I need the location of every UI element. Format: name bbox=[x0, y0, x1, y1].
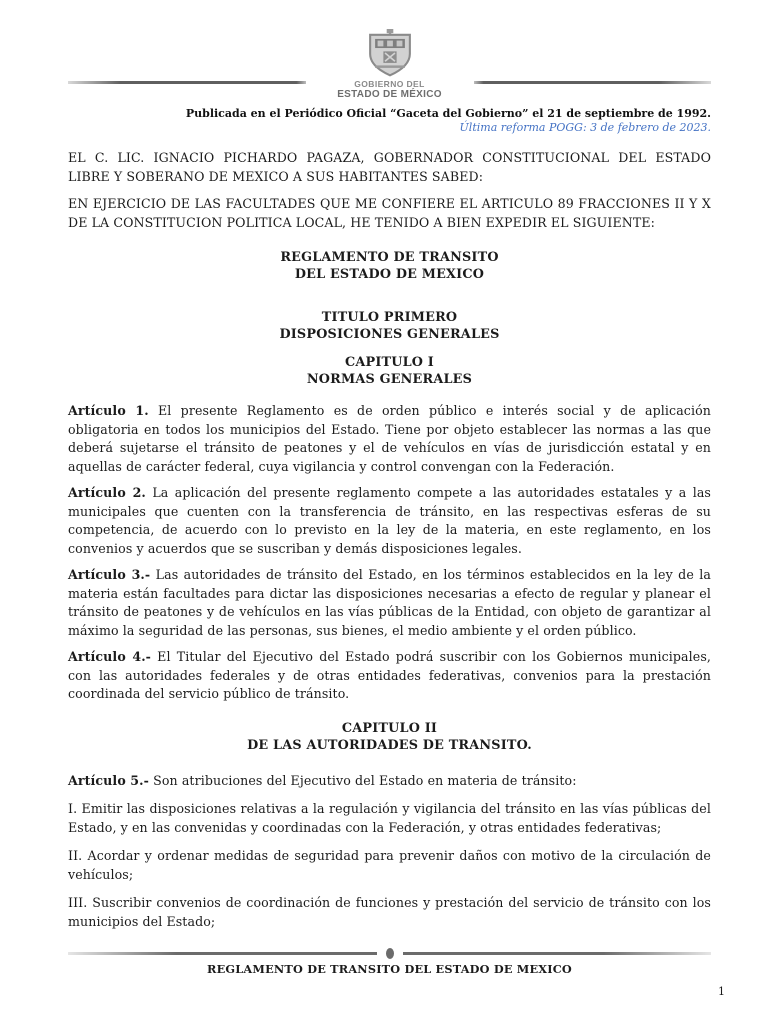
article-2-text: La aplicación del presente reglamento compete a las autoridades estatales y a las municipales que cuenten con la transferencia de tránsito, en las respectivas esferas de su competencia, de acuerdo con lo previsto en la ley de la materia, en este reglamento, en los convenios y acuerdos que se suscriban y demás disposiciones legales. bbox=[68, 485, 711, 556]
article-1-text: El presente Reglamento es de orden público e interés social y de aplicación obligatoria en todos los municipios del Estado. Tiene por objeto establecer las normas a las que deberá sujetarse el tránsito de peatones y el de vehículos en vías de jurisdicción estatal y en aquellas de carácter federal, cuya vigilancia y control convengan con la Federación. bbox=[68, 403, 711, 474]
document-header bbox=[68, 16, 711, 100]
footer-rule bbox=[68, 948, 711, 959]
footer-title: REGLAMENTO DE TRANSITO DEL ESTADO DE MEXICO bbox=[207, 962, 572, 976]
header-rule-left bbox=[68, 81, 306, 84]
capitulo-1-heading bbox=[68, 354, 711, 388]
footer-rule-right bbox=[403, 952, 712, 955]
article-1-label: Artículo 1. bbox=[68, 403, 149, 418]
footer-dot-icon bbox=[386, 948, 394, 959]
capitulo-1-line1: CAPITULO I bbox=[345, 355, 434, 370]
article-4-text: El Titular del Ejecutivo del Estado podrá suscribir con los Gobiernos municipales, con las autoridades federales y de otras entidades federativas, convenios para la prestación coordinada del servicio público de tránsito. bbox=[68, 649, 711, 701]
published-line: Publicada en el Periódico Oficial “Gaceta del Gobierno” el 21 de septiembre de 1992. bbox=[185, 107, 711, 120]
document-footer bbox=[68, 948, 725, 998]
header-rule-right bbox=[474, 81, 712, 84]
article-3 bbox=[68, 566, 711, 640]
article-2 bbox=[68, 484, 711, 558]
article-3-label: Artículo 3.- bbox=[68, 567, 151, 582]
article-5 bbox=[68, 772, 711, 791]
article-5-label: Artículo 5.- bbox=[68, 772, 149, 788]
article-4-label: Artículo 4.- bbox=[68, 649, 152, 664]
publication-block bbox=[68, 107, 711, 135]
fraction-i: I. Emitir las disposiciones relativas a la regulación y vigilancia del tránsito en las vías públicas del Estado, y en las convenidas y coordinadas con la Federación, y otras entidades federativas; bbox=[68, 801, 711, 835]
intro-paragraph-1: EL C. LIC. IGNACIO PICHARDO PAGAZA, GOBERNADOR CONSTITUCIONAL DEL ESTADO LIBRE Y SOBERANO DE MEXICO A SUS HABITANTES SABED: bbox=[68, 150, 711, 184]
capitulo-1-line2: NORMAS GENERALES bbox=[306, 372, 473, 387]
titulo-primero-heading bbox=[68, 309, 711, 343]
capitulo-2-line2: DE LAS AUTORIDADES DE TRANSITO. bbox=[247, 737, 532, 753]
logo-text-line1: GOBIERNO DEL bbox=[354, 79, 425, 89]
fraction-iii: III. Suscribir convenios de coordinación de funciones y prestación del servicio de tránsito con los municipios del Estado; bbox=[68, 895, 711, 929]
reform-line: Última reforma POGG: 3 de febrero de 2023. bbox=[459, 121, 711, 134]
footer-rule-left bbox=[68, 952, 377, 955]
article-1 bbox=[68, 402, 711, 476]
government-logo bbox=[306, 29, 474, 100]
logo-text-line2: ESTADO DE MÉXICO bbox=[337, 89, 442, 100]
document-title-line1: REGLAMENTO DE TRANSITO bbox=[280, 250, 499, 265]
capitulo-2-heading bbox=[68, 720, 711, 754]
fraction-ii: II. Acordar y ordenar medidas de seguridad para prevenir daños con motivo de la circulación de vehículos; bbox=[68, 848, 711, 882]
article-5-text: Son atribuciones del Ejecutivo del Estado en materia de tránsito: bbox=[153, 772, 577, 788]
article-4 bbox=[68, 648, 711, 704]
titulo-primero-line1: TITULO PRIMERO bbox=[321, 310, 458, 325]
capitulo-2-line1: CAPITULO II bbox=[341, 720, 438, 736]
article-2-label: Artículo 2. bbox=[68, 485, 146, 500]
article-3-text: Las autoridades de tránsito del Estado, en los términos establecidos en la ley de la materia están facultades para dictar las disposiciones necesarias a efecto de regular y planear el tránsito de peatones y de vehículos en las vías públicas de la Entidad, con objeto de garantizar al máximo la seguridad de las personas, sus bienes, el medio ambiente y el orden público. bbox=[68, 567, 711, 638]
titulo-primero-line2: DISPOSICIONES GENERALES bbox=[279, 327, 500, 342]
state-coat-of-arms-icon bbox=[363, 29, 417, 77]
page-number: 1 bbox=[718, 985, 725, 998]
document-title bbox=[68, 249, 711, 283]
document-title-line2: DEL ESTADO DE MEXICO bbox=[294, 267, 485, 282]
intro-paragraph-2: EN EJERCICIO DE LAS FACULTADES QUE ME CONFIERE EL ARTICULO 89 FRACCIONES II Y X DE LA CONSTITUCION POLITICA LOCAL, HE TENIDO A BIEN EXPEDIR EL SIGUIENTE: bbox=[68, 196, 711, 230]
